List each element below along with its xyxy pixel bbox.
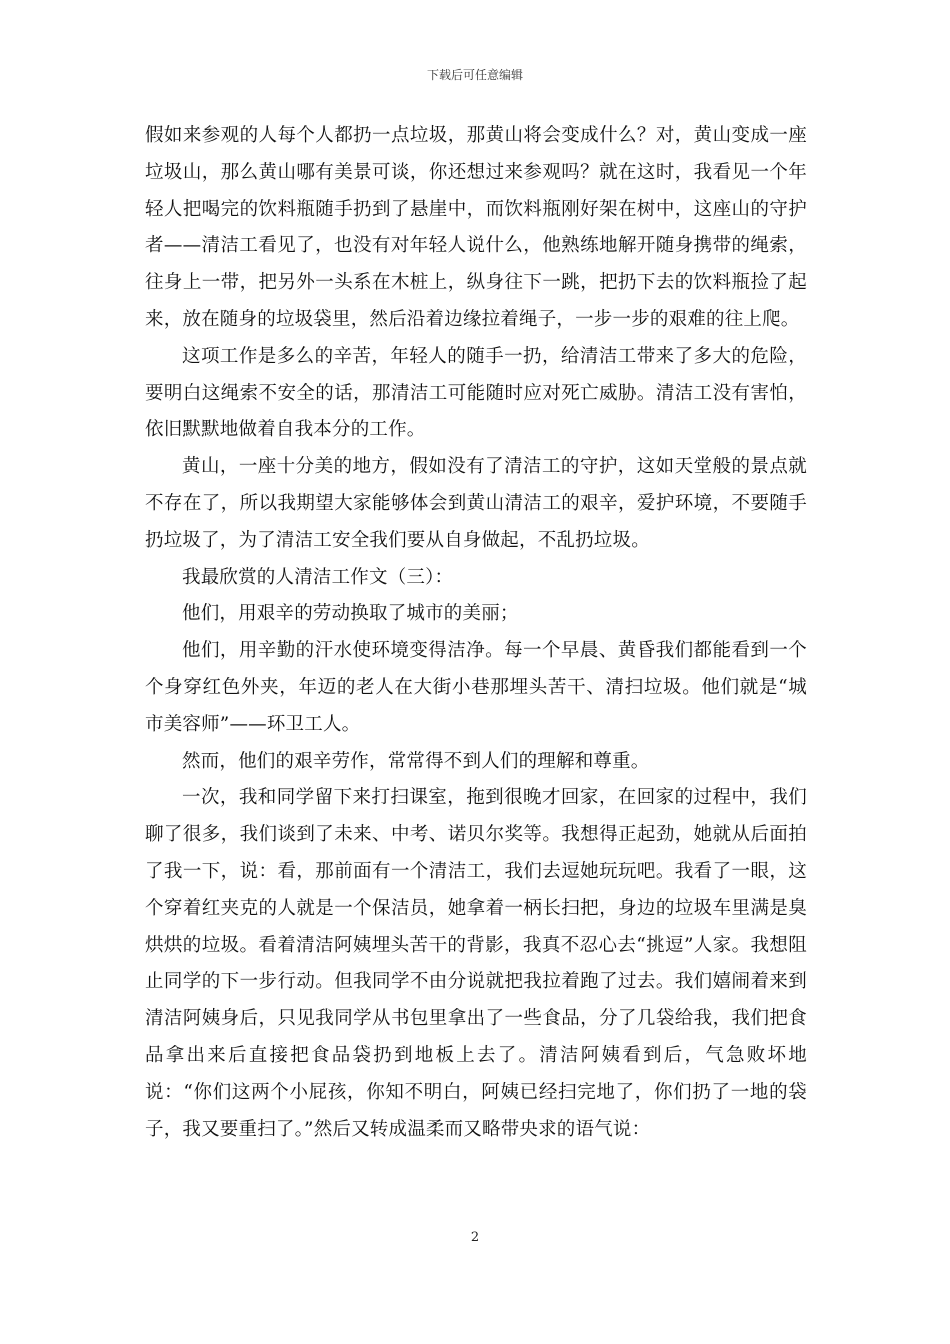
paragraph-city-beautician: 他们，用辛勤的汗水使环境变得洁净。每一个早晨、黄昏我们都能看到一个个身穿红色外夹，年迈的老人在大街小巷那埋头苦干、清扫垃圾。他们就是“城市美容师”——环卫工人。	[145, 640, 807, 735]
paragraph-hard-work: 这项工作是多么的辛苦，年轻人的随手一扔，给清洁工带来了多大的危险，要明白这绳索不安全的话，那清洁工可能随时应对死亡威胁。清洁工没有害怕，依旧默默地做着自我本分的工作。	[145, 345, 807, 441]
page-number: 2	[470, 1230, 480, 1245]
paragraph-protect-environment: 黄山，一座十分美的地方，假如没有了清洁工的守护，这如天堂般的景点就不存在了，所以我期望大家能够体会到黄山清洁工的艰辛，爱护环境，不要随手扔垃圾了，为了清洁工安全我们要从自身做起，不乱扔垃圾。	[145, 456, 807, 551]
page-header: 下载后可任意编辑	[426, 68, 523, 82]
paragraph-lack-respect: 然而，他们的艰辛劳作，常常得不到人们的理解和尊重。	[182, 750, 650, 772]
essay-heading: 我最欣赏的人清洁工作文（三）：	[182, 566, 454, 588]
paragraph-huangshan-litter: 假如来参观的人每个人都扔一点垃圾，那黄山将会变成什么？对，黄山变成一座垃圾山，那么黄山哪有美景可谈，你还想过来参观吗？就在这时，我看见一个年轻人把喝完的饮料瓶随手扔到了悬崖中，而饮料瓶刚好架在树中，这座山的守护者——清洁工看见了，也没有对年轻人说什么，他熟练地解开随身携带的绳索，往身上一带，把另外一头系在木桩上，纵身往下一跳，把扔下去的饮料瓶捡了起来，放在随身的垃圾袋里，然后沿着边缘拉着绳子，一步一步的艰难的往上爬。	[145, 125, 807, 330]
paragraph-story: 一次，我和同学留下来打扫课室，拖到很晚才回家，在回家的过程中，我们聊了很多，我们谈到了未来、中考、诺贝尔奖等。我想得正起劲，她就从后面拍了我一下，说：看，那前面有一个清洁工，我们去逗她玩玩吧。我看了一眼，这个穿着红夹克的人就是一个保洁员，她拿着一柄长扫把，身边的垃圾车里满是臭烘烘的垃圾。看着清洁阿姨埋头苦干的背影，我真不忍心去“挑逗”人家。我想阻止同学的下一步行动。但我同学不由分说就把我拉着跑了过去。我们嬉闹着来到清洁阿姨身后，只见我同学从书包里拿出了一些食品，分了几袋给我，我们把食品拿出来后直接把食品袋扔到地板上去了。清洁阿姨看到后，气急败坏地说：“你们这两个小屁孩，你知不明白，阿姨已经扫完地了，你们扔了一地的袋子，我又要重扫了。”然后又转成温柔而又略带央求的语气说：	[145, 787, 807, 1140]
document-body	[145, 118, 807, 1148]
paragraph-they-labor: 他们，用艰辛的劳动换取了城市的美丽；	[182, 603, 519, 625]
